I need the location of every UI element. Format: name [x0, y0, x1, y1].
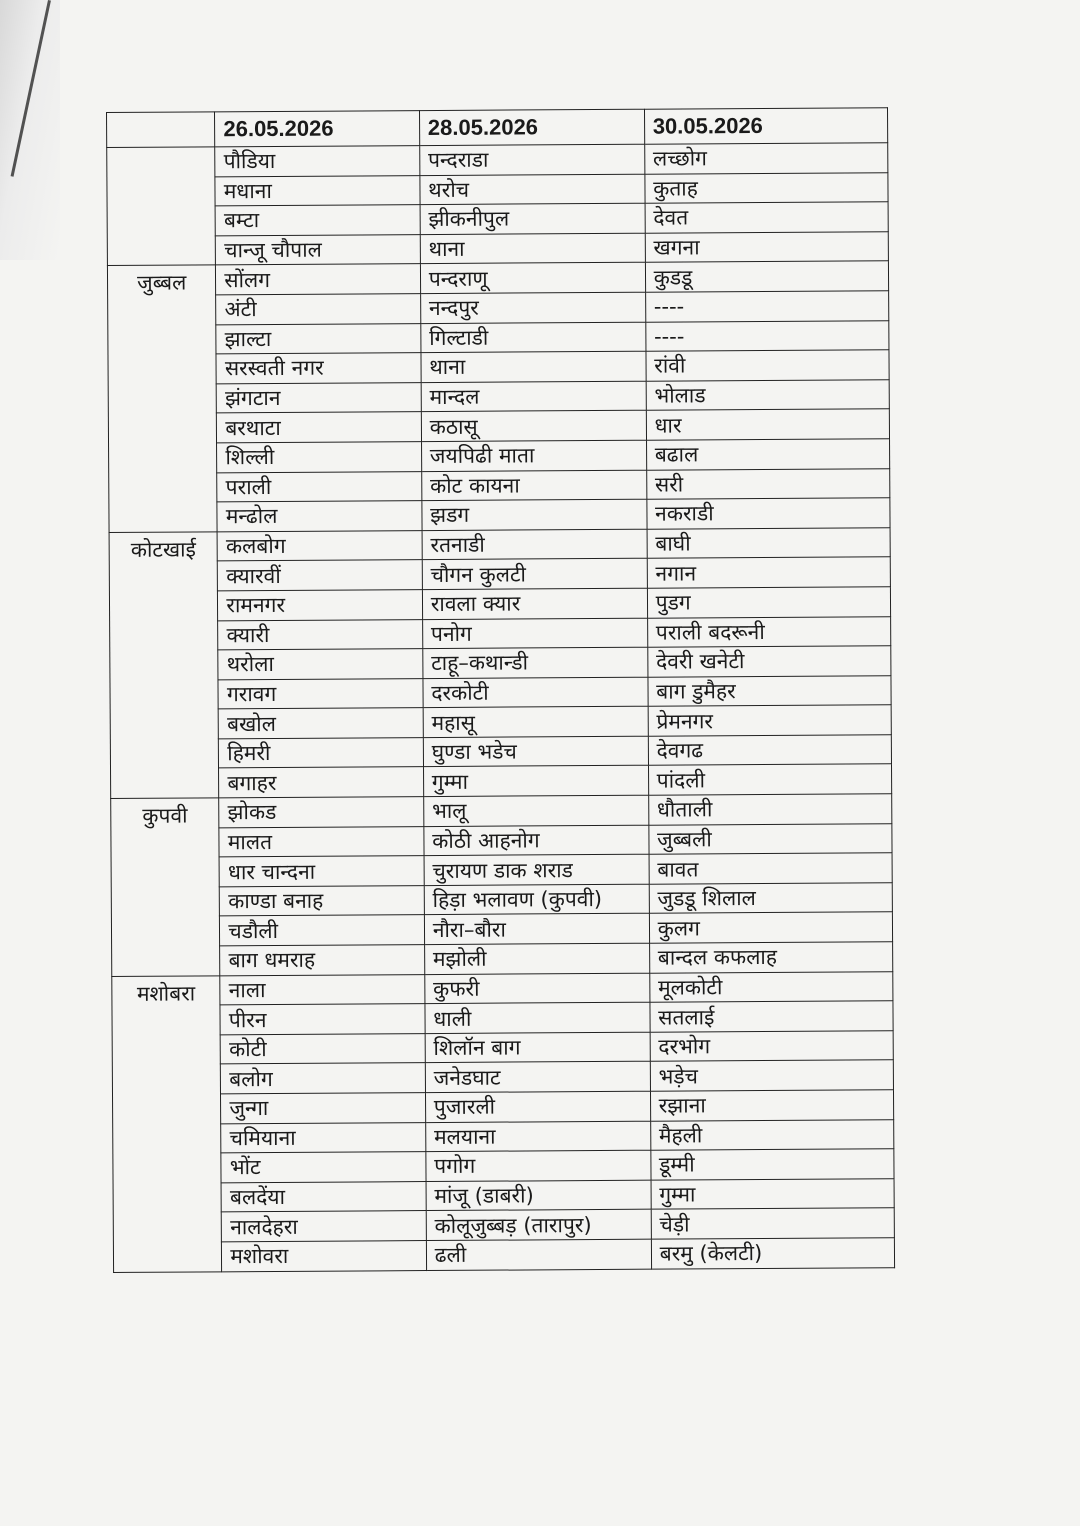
village-cell: डूम्मी: [651, 1149, 895, 1180]
village-cell: चौगन कुलटी: [422, 559, 647, 590]
village-cell: बान्दल कफलाह: [649, 942, 893, 973]
village-cell: ढली: [426, 1239, 651, 1270]
village-cell: भोंट: [221, 1152, 426, 1183]
village-cell: मधाना: [215, 175, 420, 206]
village-cell: घुण्डा भडेच: [423, 736, 648, 767]
table-row: [110, 646, 891, 680]
village-cell: रामनगर: [218, 589, 423, 620]
village-cell: धार चान्दना: [219, 856, 424, 887]
table-row: [109, 527, 890, 561]
village-cell: कुडडू: [645, 261, 889, 292]
village-cell: काण्डा बनाह: [220, 885, 425, 916]
table-row: [113, 1208, 894, 1242]
table-row: [111, 853, 892, 887]
village-cell: बढाल: [646, 439, 890, 470]
date-header: 28.05.2026: [419, 109, 644, 145]
table-row: [112, 942, 893, 976]
table-row: [111, 764, 892, 798]
village-cell: बाघी: [647, 527, 891, 558]
date-header: 30.05.2026: [644, 108, 888, 144]
village-cell: बलदेंया: [221, 1181, 426, 1212]
table-row: [109, 498, 890, 532]
table-row: [113, 1238, 894, 1272]
table-row: [108, 409, 889, 443]
village-cell: क्यारी: [218, 619, 423, 650]
village-cell: पनोग: [422, 618, 647, 649]
village-cell: बरथाटा: [217, 412, 422, 443]
village-cell: बाग धमराह: [220, 945, 425, 976]
table-row: [112, 971, 893, 1005]
village-cell: ----: [645, 320, 889, 351]
village-cell: रांवी: [646, 350, 890, 381]
village-cell: चेड़ी: [651, 1208, 895, 1239]
page-shadow: [0, 0, 60, 260]
village-cell: टाहू–कथान्डी: [423, 647, 648, 678]
village-cell: पौडिया: [215, 146, 420, 177]
village-cell: सरस्वती नगर: [216, 353, 421, 384]
table-row: [109, 587, 890, 621]
village-cell: कोलूजुब्बड़ (तारापुर): [426, 1210, 651, 1241]
village-cell: ----: [645, 291, 889, 322]
village-cell: सतलाई: [650, 1001, 894, 1032]
village-cell: बम्टा: [215, 205, 420, 236]
village-cell: मझोली: [424, 943, 649, 974]
village-cell: चान्जू चौपाल: [216, 234, 421, 265]
block-name-cell: कुपवी: [111, 798, 220, 976]
table-row: [113, 1090, 894, 1124]
block-name-cell: मशोबरा: [112, 975, 222, 1272]
table-row: [112, 1001, 893, 1035]
village-cell: पराली बदरूनी: [647, 616, 891, 647]
village-cell: मान्दल: [421, 381, 646, 412]
table-row: [108, 379, 889, 413]
schedule-table: [106, 107, 895, 1272]
table-row: [111, 883, 892, 917]
table-row: [111, 912, 892, 946]
village-cell: कठासू: [421, 411, 646, 442]
village-cell: खगना: [645, 232, 889, 263]
village-cell: भालू: [423, 795, 648, 826]
village-cell: कुफरी: [425, 973, 650, 1004]
village-cell: मलयाना: [425, 1121, 650, 1152]
table-body: [107, 143, 895, 1272]
village-cell: पन्दराडा: [419, 144, 644, 175]
table-row: [109, 439, 890, 473]
village-cell: देवरी खनेटी: [647, 646, 891, 677]
village-cell: लच्छोग: [644, 143, 888, 174]
village-cell: कोट कायना: [421, 470, 646, 501]
village-cell: सोंलग: [216, 264, 421, 295]
village-cell: धार: [646, 409, 890, 440]
village-cell: थाना: [421, 351, 646, 382]
village-cell: कुताह: [645, 172, 889, 203]
village-cell: कोठी आहनोग: [424, 825, 649, 856]
village-cell: गरावग: [218, 678, 423, 709]
village-cell: पराली: [217, 471, 422, 502]
village-cell: शिल्ली: [217, 442, 422, 473]
village-cell: कलबोग: [217, 530, 422, 561]
village-cell: जयपिढी माता: [421, 440, 646, 471]
block-header-cell: [107, 112, 216, 148]
village-cell: धाली: [425, 1002, 650, 1033]
village-cell: दरभोग: [650, 1031, 894, 1062]
village-cell: बगाहर: [219, 767, 424, 798]
village-cell: धौताली: [648, 794, 892, 825]
village-cell: मन्ढोल: [217, 501, 422, 532]
village-cell: भोलाड: [646, 379, 890, 410]
village-cell: कुलग: [649, 912, 893, 943]
village-cell: चुरायण डाक शराड: [424, 854, 649, 885]
village-cell: पगोग: [426, 1150, 651, 1181]
village-cell: पीरन: [220, 1004, 425, 1035]
village-cell: चमियाना: [221, 1122, 426, 1153]
village-cell: महासू: [423, 706, 648, 737]
village-cell: रावला क्यार: [422, 588, 647, 619]
village-cell: दरकोटी: [423, 677, 648, 708]
village-cell: क्यारवीं: [218, 560, 423, 591]
village-cell: कोटी: [220, 1033, 425, 1064]
village-cell: नालदेहरा: [222, 1211, 427, 1242]
village-cell: मांजू (डाबरी): [426, 1180, 651, 1211]
table-row: [111, 794, 892, 828]
table-row: [107, 202, 888, 236]
village-cell: रझाना: [650, 1090, 894, 1121]
village-cell: थरोच: [420, 174, 645, 205]
table-row: [109, 557, 890, 591]
village-cell: थाना: [420, 233, 645, 264]
village-cell: नौरा–बौरा: [424, 914, 649, 945]
table-row: [112, 1031, 893, 1065]
village-cell: गुम्मा: [651, 1178, 895, 1209]
village-cell: बरमु (केलटी): [651, 1238, 895, 1269]
village-cell: मूलकोटी: [649, 971, 893, 1002]
village-cell: भड़ेच: [650, 1060, 894, 1091]
village-cell: झाल्टा: [216, 323, 421, 354]
table-row: [113, 1119, 894, 1153]
header-row: [107, 108, 888, 148]
village-cell: देवत: [645, 202, 889, 233]
table-row: [110, 705, 891, 739]
village-cell: मशोवरा: [222, 1241, 427, 1272]
village-cell: जुन्गा: [221, 1093, 426, 1124]
village-cell: बाग डुमैहर: [648, 675, 892, 706]
village-cell: मैहली: [650, 1119, 894, 1150]
village-cell: झडग: [422, 499, 647, 530]
village-cell: थरोला: [218, 649, 423, 680]
block-name-cell: कोटखाई: [109, 532, 219, 799]
table-row: [113, 1149, 894, 1183]
village-cell: रतनाडी: [422, 529, 647, 560]
table-row: [108, 291, 889, 325]
village-cell: प्रेमनगर: [648, 705, 892, 736]
village-cell: पांदली: [648, 764, 892, 795]
village-cell: अंटी: [216, 294, 421, 325]
village-cell: बलोग: [221, 1063, 426, 1094]
table-row: [107, 232, 888, 266]
village-cell: जुडडू शिलाल: [649, 883, 893, 914]
village-cell: शिलॉन बाग: [425, 1032, 650, 1063]
table-row: [110, 735, 891, 769]
village-cell: सरी: [646, 468, 890, 499]
table-row: [108, 350, 889, 384]
table-row: [107, 143, 888, 177]
village-cell: हिड़ा भलावण (कुपवी): [424, 884, 649, 915]
village-cell: झंगटान: [217, 382, 422, 413]
block-name-cell: जुब्बल: [107, 265, 217, 532]
village-cell: झीकनीपुल: [420, 203, 645, 234]
village-cell: चडौली: [220, 915, 425, 946]
village-cell: नकराडी: [647, 498, 891, 529]
village-cell: हिमरी: [219, 737, 424, 768]
village-cell: पन्दराणू: [420, 263, 645, 294]
table-row: [109, 468, 890, 502]
village-cell: झोकड: [219, 797, 424, 828]
village-cell: देवगढ: [648, 735, 892, 766]
village-cell: जनेडघाट: [425, 1062, 650, 1093]
village-cell: गिल्टाडी: [421, 322, 646, 353]
village-cell: बखोल: [218, 708, 423, 739]
table-row: [107, 172, 888, 206]
table-row: [113, 1178, 894, 1212]
table-row: [107, 261, 888, 295]
table-row: [111, 823, 892, 857]
date-header: 26.05.2026: [215, 111, 420, 147]
village-cell: नाला: [220, 974, 425, 1005]
table-row: [108, 320, 889, 354]
table-row: [110, 675, 891, 709]
village-cell: पुजारली: [425, 1091, 650, 1122]
village-cell: पुडग: [647, 587, 891, 618]
village-cell: नगान: [647, 557, 891, 588]
village-cell: जुब्बली: [649, 823, 893, 854]
village-cell: नन्दपुर: [420, 292, 645, 323]
village-cell: बावत: [649, 853, 893, 884]
block-name-cell: [107, 147, 216, 266]
village-cell: मालत: [219, 826, 424, 857]
table-row: [112, 1060, 893, 1094]
table-row: [110, 616, 891, 650]
village-cell: गुम्मा: [423, 766, 648, 797]
